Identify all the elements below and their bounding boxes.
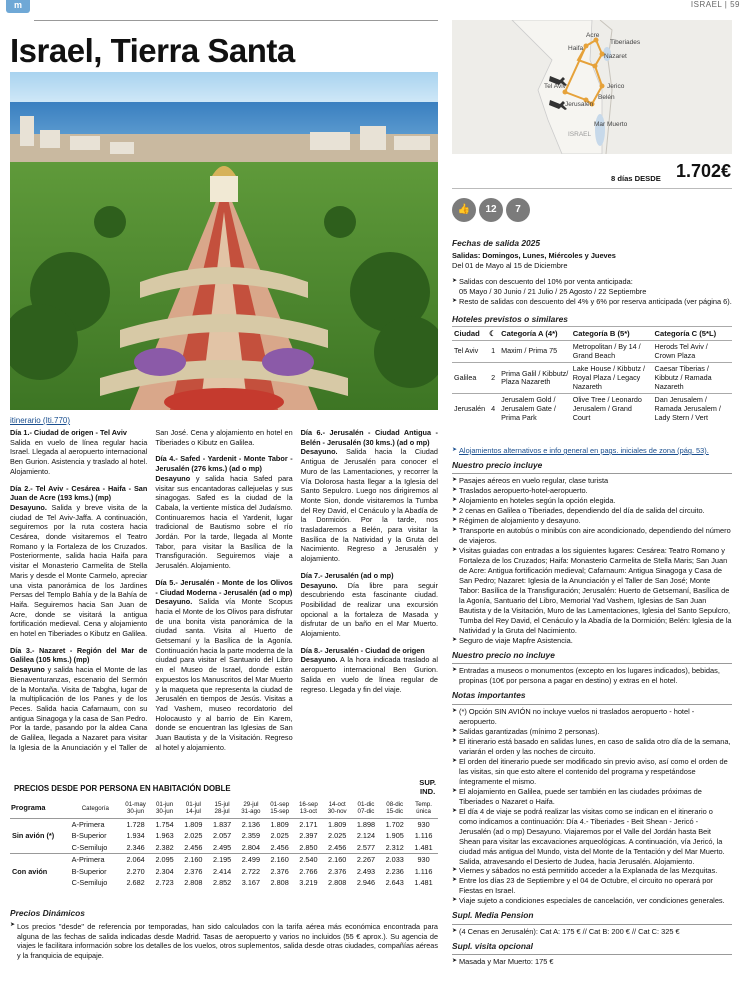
map-label-tel-aviv: Tel Aviv [544,83,566,90]
price-table-title: PRECIOS DESDE POR PERSONA EN HABITACIÓN DOBLE [14,784,231,793]
category-name: A-Primera [70,818,121,830]
excludes-title: Nuestro precio no incluye [452,650,555,661]
hotels-note-link[interactable]: ➤ Alojamientos alternativos e info general en pags. iniciales de zona (pág. 53). [452,446,732,456]
itinerary-day: Día 8.- Jerusalén - Ciudad de origen Desayuno. A la hora indicada traslado al aeropuerto internacional Ben Gurion. Salida en vuelo de línea regular de regreso. Llegada y fin del viaje. [300,645,438,694]
price-row [10,818,438,830]
price-cell: 1.809 [179,818,208,830]
notes-item: ➤ Viernes y sábados no está permitido acceder a la Explanada de las Mezquitas. [452,866,732,876]
price-cell: 1.898 [352,818,381,830]
price-row [10,830,438,841]
map-label-tiberiades: Tiberiades [610,39,641,46]
price-cell: 1.116 [414,831,433,841]
price-table-section [10,778,438,888]
price-cell: 2.267 [352,854,381,866]
price-cell: 2.025 [184,831,203,841]
price-cell: 1.837 [208,818,237,830]
price-cell: 1.934 [126,831,145,841]
itinerary-day: Día 5.- Jerusalén - Monte de los Olivos - Ciudad Moderna - Jerusalén (ad o mp) Desayuno. Salida vía Monte Scopus hacia el Monte de los Olivos para disfrutar de una bonita vista panorámica de la ciudad santa. Visita al Huerto de Getsemaní y la Basílica de la Agonía. Continuación hacia la parte moderna de la ciudad para visitar el Santuario del Libro en el Museo de Israel, donde están expuestos los Manuscritos del Mar Muerto y la maqueta que representa la ciudad de Jerusalén en tiempos de Jesús. Visitas a Yad Vashem, museo recordatorio del Holocausto y al barrio de Ein Karem, donde se encuentran las Iglesias de San Juan Bautista y de la Visitación. Regreso al hotel y alojamiento. [155,577,293,752]
hotels-table [452,326,732,424]
hotel-cell: Olive Tree / Leonardo Jerusalem / Grand Court [571,394,653,424]
price-cell: 1.116 [414,866,433,876]
category-name: A-Primera [70,854,121,866]
supl_media-title: Supl. Media Pension [452,910,534,921]
price-cell: 2.540 [294,854,323,866]
thumb-up-icon: 👍 [452,198,476,222]
map-label-nazaret: Nazaret [604,53,627,60]
page-title: Israel, Tierra Santa [10,32,295,69]
supl_visita-text: ➤ Masada y Mar Muerto: 175 € [452,957,732,967]
price-cell: 2.160 [323,854,352,866]
map-label-jerusalen: Jerusalén [565,101,594,108]
hotel-row [452,363,732,394]
itinerary-day: Día 2.- Tel Aviv - Cesárea - Haifa - San Juan de Acre (193 kms.) (mp) Desayuno. Salida y breve visita de la ciudad de Tel Aviv-Jaffa. A continuación, seguiremos por la ruta costera hacia Cesárea, donde visitaremos el Teatro Romano y la Fortaleza de los Cruzados. Posteriormente, salida hacia Haifa para visitar el Monasterio Carmelita de Stella Maris y desde el Monte Carmelo, apreciar una vista panorámica de los Jardines Persas del Templo Bahía y de la Bahía de Haifa. Seguiremos hacia San Juan de Acre, donde se visitará la antigua fortificación medieval. Cena y alojamiento en hotel en Tiberiades o Kibutz en Galilea. [10,483,148,639]
price-cell: 2.270 [126,866,145,876]
notes-item: ➤ El alojamiento en Galilea, puede ser también en las ciudades próximas de Tiberiades o Nazaret o Haifa. [452,787,732,807]
price-cell: 2.456 [184,842,203,852]
price-cell: 930 [409,818,438,830]
top-rule [34,20,438,21]
notes-title: Notas importantes [452,690,526,701]
includes-item: ➤ Régimen de alojamiento y desayuno. [452,516,732,526]
includes-item: ➤ Transporte en autobús o minibús con aire acondicionado, dependiendo del número de viajeros. [452,526,732,546]
period-header: 01-dic 07-dic [357,801,375,816]
notes-item: ➤ Salidas garantizadas (mínimo 2 personas). [452,727,732,737]
hotel-cell: Dan Jerusalem / Ramada Jerusalem / Lady Stern / Vert [653,394,732,424]
map-label-acre: Acre [586,32,600,39]
map-label-israel: ISRAEL [568,131,592,138]
itinerary-day: Día 7.- Jerusalén (ad o mp) Desayuno. Día libre para seguir descubriendo esta fascinante ciudad. Posibilidad de realizar una excursión opcional a la fortaleza de Masada y disfrutar de un baño en el Mar Muerto. Alojamiento. [300,570,438,639]
category-name: B-Superior [71,831,107,841]
period-header: 01-jul 14-jul [185,801,201,816]
hotels-title: Hoteles previstos o similares [452,314,568,324]
price-cell: 2.124 [356,831,376,841]
price-cell: 2.808 [184,878,203,888]
price-divider [452,188,732,189]
price-cell: 930 [409,854,438,866]
includes-item: ➤ Seguro de viaje Mapfre Asistencia. [452,636,732,646]
category-name: C-Semilujo [71,878,108,888]
col-program: Programa [11,803,46,812]
itinerary-day: Día 4.- Safed - Yardenit - Monte Tabor - Jerusalén (276 kms.) (ad o mp) Desayuno y salida hacia Safed para visitar sus encantadoras callejuelas y sus sinagogas. Safed es la ciudad de la Cabala, la vertiente mística del Judaísmo. Continuaremos hacia el Yardenit, lugar tradicional de Bautismo sobre el río Jordán. Por la tarde, llegada al Monte Tabor, para visitar la Basílica de la Transfiguración. Seguiremos viaje a Jerusalén. Alojamiento. [155,454,293,571]
includes-item: ➤ Visitas guiadas con entradas a los siguientes lugares: Cesárea: Teatro Romano y Fortaleza de los Cruzados; Haifa: Monasterio Carmelita de Stella Maris; San Juan de Acre: Antigua fortificación medieval; Cafarnaum: Antigua Sinagoga y Casa de San Pedro; Nazaret: Iglesia de la Anunciación y el Taller de San José; Monte Tabor: Basílica de la Transfiguración; Jerusalén: Huerto de Getsemaní, Basílica de la Agonía, Santuario del Libro, Memorial Yad Vashem, Iglesias de San Juan Bautista y de la Visitación, Muro de las Lamentaciones, Iglesia del Santo Sepulcro, Tumba del Rey David, el Cenáculo y la Abadía de la Dormición; Belén: Iglesia de la Natividad y la Gruta del Nacimiento. [452,546,732,636]
price-cell: 2.493 [356,866,376,876]
price-cell: 2.095 [150,854,179,866]
period-header: Temp. única [415,801,432,816]
price-cell: 2.064 [121,854,150,866]
price-cell: 2.808 [270,878,289,888]
map-label-jerico: Jerico [607,83,625,90]
price-row [10,877,438,888]
hotel-cell: Maxim / Prima 75 [499,341,571,363]
period-header: 16-sep 13-oct [298,801,318,816]
hotels-header: Categoría B (5*) [571,327,653,341]
hotel-cell: 4 [487,394,499,424]
price-cell: 1.754 [150,818,179,830]
price-row [10,854,438,866]
price-cell: 2.195 [208,854,237,866]
price-cell: 2.852 [212,878,232,888]
price-cell: 2.171 [294,818,323,830]
price-cell: 2.456 [270,842,289,852]
hotels-header: Categoría A (4*) [499,327,571,341]
dates-line-1: Salidas: Domingos, Lunes, Miércoles y Jueves [452,251,616,261]
price-cell: 2.382 [155,842,174,852]
price-row [10,866,438,877]
itinerary-day: Día 1.- Ciudad de origen - Tel Aviv Salida en vuelo de línea regular hacia Israel. Llegada al aeropuerto internacional Ben Gurion. Asistencia y traslado al hotel. Alojamiento. [10,428,148,476]
price-cell: 1.481 [414,842,433,852]
includes-item: ➤ 2 cenas en Galilea o Tiberiades, dependiendo del día de salida del circuito. [452,506,732,516]
supl_visita-title: Supl. visita opcional [452,940,533,951]
price-cell: 1.481 [414,878,433,888]
itinerary-day: Día 6.- Jerusalén - Ciudad Antigua - Belén - Jerusalén (30 kms.) (ad o mp) Desayuno. Salida hacia la Ciudad Antigua de Jerusalén para conocer el Muro de las Lamentaciones, y recorrer la Vía Dolorosa hasta llegar a la Iglesia del Santo Sepulcro. Luego nos dirigiremos al Monte Sion, donde visitaremos la Tumba del Rey David, el Cenáculo y la Abadía de la Dormición. Por la tarde, nos trasladaremos a Belén, para visitar la Basílica de la Natividad y la Gruta del Nacimiento. Regreso a Jerusalén y alojamiento. [300,428,438,564]
price-cell: 2.346 [126,842,145,852]
price-cell: 2.236 [385,866,404,876]
hotel-cell: Jerusalén [452,394,487,424]
price-cell: 2.499 [237,854,266,866]
price-cell: 2.397 [299,831,318,841]
departure-dates [452,238,732,307]
hotel-row [452,341,732,363]
period-header: 01-may 30-jun [125,801,146,816]
map-label-haifa: Haifa [568,45,584,52]
brand-badge: m [6,0,30,13]
period-header: 29-jul 31-ago [241,801,261,816]
price-cell: 1.728 [121,818,150,830]
days-count-icon: 12 [479,198,503,222]
price-cell: 2.495 [212,842,232,852]
includes-item: ➤ Traslados aeropuerto-hotel-aeropuerto. [452,486,732,496]
hotel-cell: Herods Tel Aviv / Crown Plaza [653,341,732,363]
hotel-cell: Caesar Tiberias / Kibbutz / Ramada Nazareth [653,363,732,394]
hotel-cell: 2 [487,363,499,394]
price-cell: 2.359 [241,831,261,841]
period-header: 14-oct 30-nov [327,801,347,816]
period-header: 08-dic 15-dic [386,801,404,816]
excludes-item: ➤ Entradas a museos o monumentos (excepto en los lugares indicados), bebidas, propinas (10€ por persona a pagar en destino) y extras en el hotel. [452,666,732,686]
days-label: 8 días DESDE [611,174,661,183]
period-header: 01-jun 30-jun [155,801,174,816]
program-name: Con avión [12,866,48,876]
hotels-header: Categoría C (5*L) [653,327,732,341]
price-cell: 3.167 [241,878,261,888]
price-table [10,800,438,889]
price-cell: 2.033 [380,854,409,866]
notes-item: ➤ Entre los días 23 de Septiembre y el 04 de Octubre, el circuito no operará por Fiestas en Israel. [452,876,732,896]
price-cell: 2.376 [184,866,203,876]
price-cell: 2.160 [265,854,294,866]
price-cell: 2.946 [356,878,376,888]
price-cell: 2.456 [328,842,347,852]
price-cell: 2.376 [270,866,289,876]
price-cell: 2.722 [241,866,261,876]
price-cell: 2.304 [155,866,174,876]
notes-item: ➤ El orden del itinerario puede ser modificado sin previo aviso, así como el orden de las visitas, sin que esto altere el contenido del programa y respetándose íntegramente el mismo. [452,757,732,787]
price-cell: 2.804 [241,842,261,852]
price-row [10,842,438,854]
notes-item: ➤ Viaje sujeto a condiciones especiales de cancelación, ver condiciones generales. [452,896,732,906]
dates-bullet-1: ➤ Salidas con descuento del 10% por venta anticipada: 05 Mayo / 30 Junio / 21 Julio / 25 Agosto / 22 Septiembre [452,277,732,297]
category-name: B-Superior [71,866,107,876]
nights-count-icon: 7 [506,198,530,222]
price-cell: 2.414 [212,866,232,876]
map-label-mar-muerto: Mar Muerto [594,121,628,128]
notes-item: ➤ (*) Opción SIN AVIÓN no incluye vuelos ni traslados aeropuerto - hotel - aeropuerto. [452,707,732,727]
col-category: Categoría [81,804,109,812]
dates-line-2: Del 01 de Mayo al 15 de Diciembre [452,261,568,271]
includes-item: ➤ Pasajes aéreos en vuelo regular, clase turista [452,476,732,486]
itinerary-day: Día 3.- Nazaret - Región del Mar de Galilea (105 kms.) (mp) Desayuno y salida hacia el Monte de las Bienaventuranzas, escenario del Sermón de la Montaña. Visita de Tabgha, lugar de la multiplicación de los Panes y de los Peces. Salida hacia Cafarnaum, con su antigua Sinagoga y la casa de San Pedro. Por la tarde, pasando por la aldea Cana de Galilea, llegada a Nazaret para visitar la Iglesia de la Anunciación y el Taller de San José. Cena y alojamiento en hotel en Tiberiades o Kibutz en Galilea. [10,428,293,752]
price-cell: 1.809 [323,818,352,830]
dates-title: Fechas de salida 2025 [452,238,540,248]
price-cell: 2.057 [212,831,232,841]
price-cell: 2.025 [328,831,347,841]
price-cell: 1.809 [265,818,294,830]
hotel-cell: 1 [487,341,499,363]
notes-item: ➤ El itinerario está basado en salidas lunes, en caso de salida otro día de la semana, variarán el orden y las noches de circuito. [452,737,732,757]
hotels-note [452,446,732,456]
itinerary-code[interactable]: itinerario (Iti.770) [10,416,71,425]
price-cell: 2.766 [299,866,318,876]
dynamic-prices [10,908,438,960]
includes-item: ➤ Alojamiento en hoteles según la opción elegida. [452,496,732,506]
hotel-cell: Jerusalem Gold / Jerusalem Gate / Prima Park [499,394,571,424]
includes-title: Nuestro precio incluye [452,460,543,470]
hotels-header: ☾ [487,327,499,341]
hotel-cell: Tel Aviv [452,341,487,363]
price-cell: 2.577 [356,842,376,852]
feature-icons [452,198,533,224]
price-cell: 1.963 [155,831,174,841]
hotels-header: Ciudad [452,327,487,341]
hotel-cell: Galilea [452,363,487,394]
dynamic-prices-title: Precios Dinámicos [10,908,85,918]
hotel-row [452,394,732,424]
conditions-section [452,460,732,971]
page-header: ISRAEL | 59 [690,0,740,9]
price-cell: 2.025 [270,831,289,841]
hotel-cell: Lake House / Kibbutz / Royal Plaza / Legacy Nazareth [571,363,653,394]
price-cell: 2.808 [328,878,347,888]
price-from: 1.702€ [676,161,732,181]
supl_media-text: ➤ (4 Cenas en Jerusalén): Cat A: 175 € // Cat B: 200 € // Cat C: 325 € [452,927,732,937]
price-cell: 2.312 [385,842,404,852]
price-cell: 2.723 [155,878,174,888]
dates-bullet-2: ➤ Resto de salidas con descuento del 4% y 6% por reserva anticipada (ver página 6). [452,297,732,307]
price-cell: 2.682 [126,878,145,888]
hotel-cell: Metropolitan / By 14 / Grand Beach [571,341,653,363]
route-map [452,20,732,154]
price-cell: 1.702 [380,818,409,830]
price-cell: 1.905 [385,831,404,841]
notes-item: ➤ El día 4 de viaje se podrá realizar las visitas como se indican en el itinerario o como indicamos a continuación: Día 4.- Tiberiades - Beit Shean - Jericó - Jerusalén (ad o mp) Desayuno. Viajaremos por el Valle del Jordán hasta Beit Shean para visitar las excavaciones arqueológicas. A continuación, vía Jericó, la ciudad más antigua del Mundo, vista del Monte de la Tentación y del Mar Muerto. Salida, atravesando el Desierto de Judea, hacia Jerusalén. Alojamiento. [452,807,732,867]
hero-photo-haifa-gardens [10,72,438,410]
price-cell: 2.850 [299,842,318,852]
itinerary-text [10,428,438,768]
category-name: C-Semilujo [71,842,108,852]
sup-ind-label: SUP. IND. [419,778,436,797]
price-cell: 2.376 [328,866,347,876]
price-cell: 2.160 [179,854,208,866]
map-label-belen: Belén [598,94,615,101]
dynamic-prices-text: ➤ Los precios "desde" de referencia por temporadas, han sido calculados con la tarifa aérea más económica encontrada para alguna de las fechas de salida indicadas desde Madrid. Tasas de aeropuerto y varios no incluidos (55 € aprox.). Su agencia de viajes le facilitara información sobre los detalles de los vuelos, otros suplementos, salida desde otras ciudades, compañías aéreas y la franquicia de equipaje. [10,922,438,961]
hotel-cell: Prima Galil / Kibbutz/ Plaza Nazareth [499,363,571,394]
price-cell: 2.643 [385,878,404,888]
program-name: Sin avión (*) [12,831,55,841]
period-header: 01-sep 15-sep [270,801,290,816]
period-header: 15-jul 28-jul [214,801,230,816]
price-cell: 2.136 [237,818,266,830]
price-cell: 3.219 [299,878,318,888]
